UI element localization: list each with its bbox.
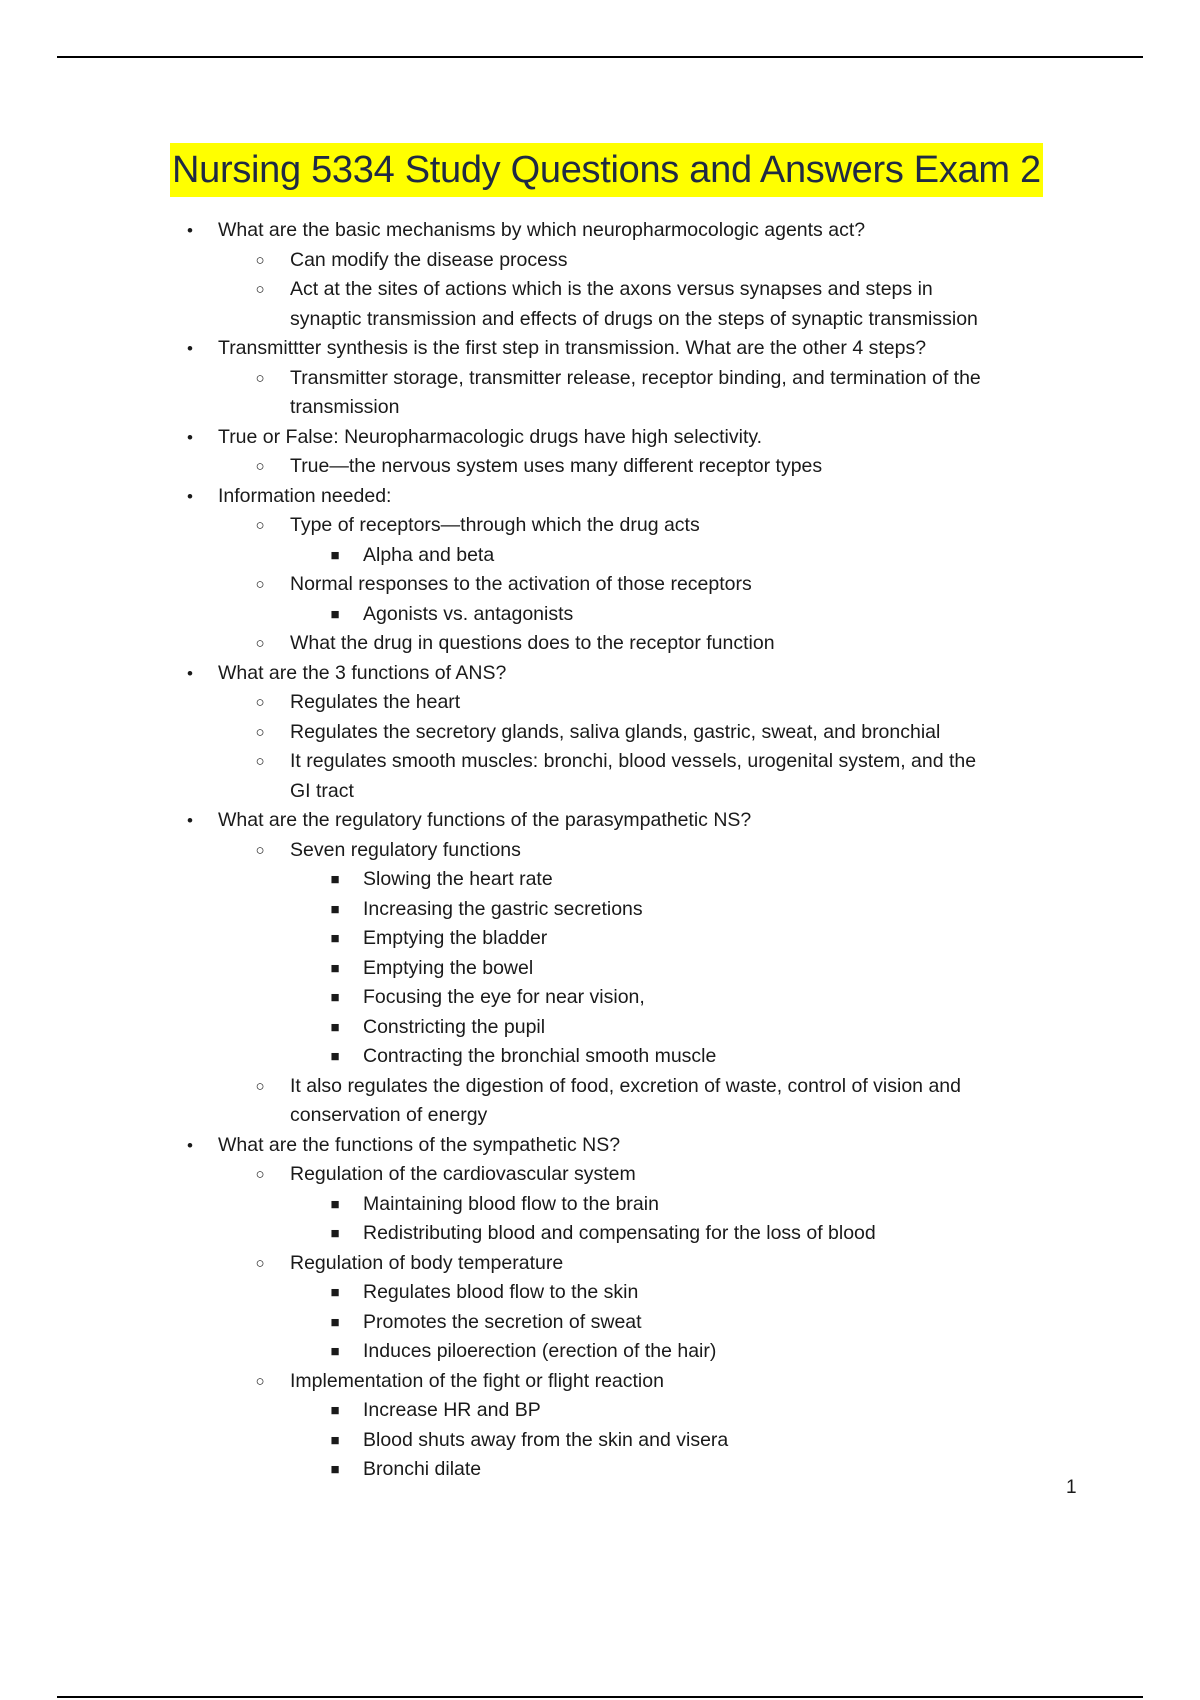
outline-item-text: It regulates smooth muscles: bronchi, blood vessels, urogenital system, and the GI tract (290, 750, 977, 802)
outline-item-level-2 (180, 1072, 990, 1131)
outline-item-text: Induces piloerection (erection of the hair) (363, 1340, 717, 1362)
outline-item-level-2 (180, 1249, 1100, 1279)
circle-bullet-icon: ○ (255, 281, 265, 298)
outline-item-text: Slowing the heart rate (363, 868, 553, 890)
outline-item-text: It also regulates the digestion of food, excretion of waste, control of vision and conservation of energy (290, 1074, 961, 1126)
outline-item-level-3 (180, 1219, 1100, 1249)
square-bullet-icon: ■ (330, 989, 340, 1006)
outline-item-level-2 (180, 688, 1100, 718)
circle-bullet-icon: ○ (255, 1166, 265, 1183)
square-bullet-icon: ■ (330, 871, 340, 888)
outline-item-level-2 (180, 1160, 1100, 1190)
outline-item-text: Increase HR and BP (363, 1399, 541, 1421)
bullet-icon: • (187, 339, 193, 358)
outline-item-level-1 (180, 659, 1100, 689)
bullet-icon: • (187, 811, 193, 830)
square-bullet-icon: ■ (330, 1018, 340, 1036)
outline-item-text: Seven regulatory functions (290, 838, 521, 861)
outline-item-text: Agonists vs. antagonists (363, 602, 574, 625)
square-bullet-icon: ■ (330, 1431, 340, 1449)
square-bullet-icon: ■ (330, 900, 340, 918)
outline-item-text: Transmittter synthesis is the first step in transmission. What are the other 4 steps? (218, 337, 927, 359)
outline-item-level-3 (180, 983, 1100, 1013)
outline-item-text: Act at the sites of actions which is the axons versus synapses and steps in synaptic transmission and effects of drugs on the steps of synaptic transmission (290, 278, 978, 330)
circle-bullet-icon: ○ (255, 1077, 265, 1095)
bullet-icon: • (187, 1135, 193, 1155)
outline-item-text: Bronchi dilate (363, 1458, 482, 1480)
circle-bullet-icon: ○ (255, 635, 265, 652)
outline-item-level-2 (180, 275, 990, 334)
outline-item-text: What are the regulatory functions of the parasympathetic NS? (218, 809, 752, 831)
bullet-icon: • (187, 486, 193, 506)
circle-bullet-icon: ○ (255, 753, 265, 770)
outline-item-text: Can modify the disease process (290, 248, 568, 271)
outline-item-level-1 (180, 334, 1100, 364)
bullet-icon: • (187, 221, 193, 240)
outline-item-level-2 (180, 570, 1100, 600)
outline-item-level-3 (180, 600, 1100, 630)
outline-item-text: Alpha and beta (363, 543, 495, 566)
circle-bullet-icon: ○ (255, 576, 265, 593)
outline-item-text: Normal responses to the activation of those receptors (290, 573, 752, 595)
outline-item-level-3 (180, 1278, 1100, 1308)
outline-item-level-3 (180, 541, 1100, 571)
square-bullet-icon: ■ (330, 546, 340, 564)
circle-bullet-icon: ○ (255, 841, 265, 859)
outline-item-text: Regulation of body temperature (290, 1251, 564, 1274)
outline-item-level-2 (180, 246, 1100, 276)
square-bullet-icon: ■ (330, 1195, 340, 1213)
square-bullet-icon: ■ (330, 605, 340, 623)
outline-item-level-3 (180, 1308, 1100, 1338)
square-bullet-icon: ■ (330, 1225, 340, 1242)
outline-item-text: What are the 3 functions of ANS? (218, 661, 507, 684)
outline-item-text: Emptying the bowel (363, 956, 534, 979)
outline-item-text: Promotes the secretion of sweat (363, 1310, 642, 1333)
document-title: Nursing 5334 Study Questions and Answers Exam 2 (170, 143, 1043, 197)
page-number: 1 (1066, 1477, 1077, 1498)
circle-bullet-icon: ○ (255, 458, 265, 475)
outline-item-text: Focusing the eye for near vision, (363, 986, 645, 1008)
outline-item-text: Information needed: (218, 484, 392, 507)
outline-item-level-3 (180, 1337, 1100, 1367)
outline-item-text: Maintaining blood flow to the brain (363, 1192, 659, 1215)
circle-bullet-icon: ○ (255, 517, 265, 534)
square-bullet-icon: ■ (330, 1313, 340, 1331)
outline-item-text: Regulation of the cardiovascular system (290, 1163, 636, 1185)
outline-item-text: Implementation of the fight or flight reaction (290, 1369, 664, 1392)
outline-item-text: Contracting the bronchial smooth muscle (363, 1045, 717, 1067)
square-bullet-icon: ■ (330, 1343, 340, 1360)
outline-item-text: True or False: Neuropharmacologic drugs have high selectivity. (218, 425, 763, 448)
outline-item-level-2 (180, 629, 1100, 659)
bullet-icon: • (187, 427, 193, 447)
outline-item-level-3 (180, 1396, 1100, 1426)
page-top-rule (57, 56, 1143, 58)
outline-item-level-1 (180, 1131, 1100, 1161)
outline-item-level-3 (180, 1426, 1100, 1456)
outline-item-level-1 (180, 216, 1100, 246)
circle-bullet-icon: ○ (255, 251, 265, 269)
outline-item-level-2 (180, 511, 1100, 541)
outline-list (180, 216, 1100, 1485)
outline-item-level-2 (180, 452, 1100, 482)
outline-item-level-2 (180, 1367, 1100, 1397)
outline-item-level-3 (180, 1013, 1100, 1043)
outline-item-text: What are the functions of the sympathetic NS? (218, 1133, 621, 1156)
outline-item-text: Regulates blood flow to the skin (363, 1281, 639, 1303)
square-bullet-icon: ■ (330, 959, 340, 977)
outline-item-text: Transmitter storage, transmitter release, receptor binding, and termination of the transmission (290, 366, 981, 418)
outline-item-text: What are the basic mechanisms by which neuropharmocologic agents act? (218, 219, 866, 241)
outline-item-text: Type of receptors—through which the drug acts (290, 514, 700, 536)
page-bottom-rule (57, 1696, 1143, 1698)
outline-item-text: Increasing the gastric secretions (363, 897, 643, 920)
outline-item-text: Regulates the heart (290, 691, 461, 713)
square-bullet-icon: ■ (330, 1402, 340, 1419)
outline-item-level-3 (180, 1042, 1100, 1072)
bullet-icon: • (187, 663, 193, 683)
outline-item-level-3 (180, 954, 1100, 984)
outline-item-text: Regulates the secretory glands, saliva glands, gastric, sweat, and bronchial (290, 720, 941, 743)
circle-bullet-icon: ○ (255, 694, 265, 711)
outline-item-level-1 (180, 423, 1100, 453)
circle-bullet-icon: ○ (255, 1372, 265, 1390)
circle-bullet-icon: ○ (255, 369, 265, 387)
outline-item-text: Emptying the bladder (363, 927, 548, 949)
outline-item-level-3 (180, 865, 1100, 895)
square-bullet-icon: ■ (330, 1284, 340, 1301)
outline-item-level-2 (180, 718, 990, 748)
outline-item-text: Blood shuts away from the skin and visera (363, 1428, 729, 1451)
outline-item-text: Constricting the pupil (363, 1015, 546, 1038)
square-bullet-icon: ■ (330, 1461, 340, 1478)
outline-item-level-3 (180, 924, 1100, 954)
outline-item-level-1 (180, 806, 1100, 836)
outline-item-level-3 (180, 1190, 1100, 1220)
circle-bullet-icon: ○ (255, 723, 265, 741)
outline-item-text: True—the nervous system uses many different receptor types (290, 455, 823, 477)
outline-item-level-2 (180, 364, 990, 423)
outline-item-level-2 (180, 836, 1100, 866)
outline-item-level-3 (180, 1455, 1100, 1485)
outline-item-level-1 (180, 482, 1100, 512)
outline-item-text: Redistributing blood and compensating for the loss of blood (363, 1222, 876, 1244)
square-bullet-icon: ■ (330, 930, 340, 947)
outline-item-text: What the drug in questions does to the receptor function (290, 632, 775, 654)
square-bullet-icon: ■ (330, 1048, 340, 1065)
outline-item-level-2 (180, 747, 990, 806)
outline-item-level-3 (180, 895, 1100, 925)
circle-bullet-icon: ○ (255, 1254, 265, 1272)
